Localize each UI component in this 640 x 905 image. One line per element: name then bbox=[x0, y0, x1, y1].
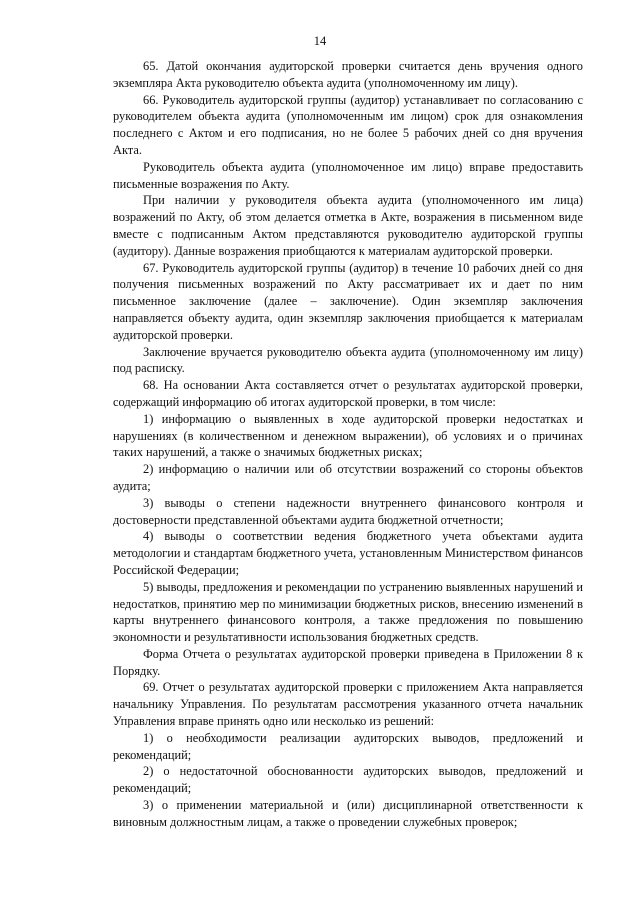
paragraph-68-item-4: 4) выводы о соответствии ведения бюджетного учета объектами аудита методологии и стандартам бюджетного учета, установленным Министерством финансов Российской Федерации; bbox=[113, 529, 583, 577]
document-body bbox=[113, 58, 583, 831]
paragraph-68-item-1: 1) информацию о выявленных в ходе аудиторской проверки недостатках и нарушениях (в количественном и денежном выражении), об условиях и о причинах таких нарушений, а также о значимых бюджетных рисках; bbox=[113, 411, 583, 460]
paragraph-69-item-3: 3) о применении материальной и (или) дисциплинарной ответственности к виновным должностным лицам, а также о проведении служебных проверок; bbox=[113, 798, 583, 829]
paragraph-68: 68. На основании Акта составляется отчет о результатах аудиторской проверки, содержащий информацию об итогах аудиторской проверки, в том числе: bbox=[113, 378, 583, 409]
paragraph-67: 67. Руководитель аудиторской группы (аудитор) в течение 10 рабочих дней со дня получения письменных возражений по Акту рассматривает их и дает по ним письменное заключение (далее – заключение). Один экземпляр заключения направляется объекту аудита, один экземпляр заключения приобщается к материалам аудиторской проверки. bbox=[113, 260, 583, 342]
paragraph-68-item-3: 3) выводы о степени надежности внутреннего финансового контроля и достоверности представленной объектами аудита бюджетной отчетности; bbox=[113, 495, 583, 527]
paragraph-69-item-2: 2) о недостаточной обоснованности аудиторских выводов, предложений и рекомендаций; bbox=[113, 764, 583, 796]
page-number: 14 bbox=[313, 34, 327, 48]
paragraph-68-item-2: 2) информацию о наличии или об отсутствии возражений со стороны объектов аудита; bbox=[113, 462, 583, 493]
paragraph-69: 69. Отчет о результатах аудиторской проверки с приложением Акта направляется начальнику Управления. По результатам рассмотрения указанного отчета начальник Управления вправе принять одно или несколько из решений: bbox=[113, 680, 583, 729]
paragraph-65: 65. Датой окончания аудиторской проверки считается день вручения одного экземпляра Акта руководителю объекта аудита (уполномоченному им лицу). bbox=[113, 59, 583, 90]
paragraph-68-item-5: 5) выводы, предложения и рекомендации по устранению выявленных нарушений и недостатков, принятию мер по минимизации бюджетных рисков, внесению изменений в карты внутреннего финансового контроля, а также предложения по повышению экономности и результативности использования бюджетных средств. bbox=[113, 579, 583, 645]
paragraph-report-form: Форма Отчета о результатах аудиторской проверки приведена в Приложении 8 к Порядку. bbox=[113, 646, 583, 678]
paragraph-69-item-1: 1) о необходимости реализации аудиторских выводов, предложений и рекомендаций; bbox=[113, 730, 583, 762]
paragraph-66: 66. Руководитель аудиторской группы (аудитор) устанавливает по согласованию с руководителем объекта аудита (уполномоченным им лицом) срок для ознакомления последнего с Актом и его подписания, но не более 5 рабочих дней со дня вручения Акта. bbox=[113, 92, 583, 157]
paragraph-objections-handling: При наличии у руководителя объекта аудита (уполномоченного им лица) возражений по Акту, об этом делается отметка в Акте, возражения в письменном виде вместе с подписанным Актом представляются руководителю аудиторской группы (аудитору). Данные возражения приобщаются к материалам аудиторской проверки. bbox=[113, 193, 583, 258]
paragraph-conclusion-delivery: Заключение вручается руководителю объекта аудита (уполномоченному им лицу) под расписку. bbox=[113, 344, 583, 376]
paragraph-objections-right: Руководитель объекта аудита (уполномоченное им лицо) вправе предоставить письменные возражения по Акту. bbox=[113, 159, 583, 191]
